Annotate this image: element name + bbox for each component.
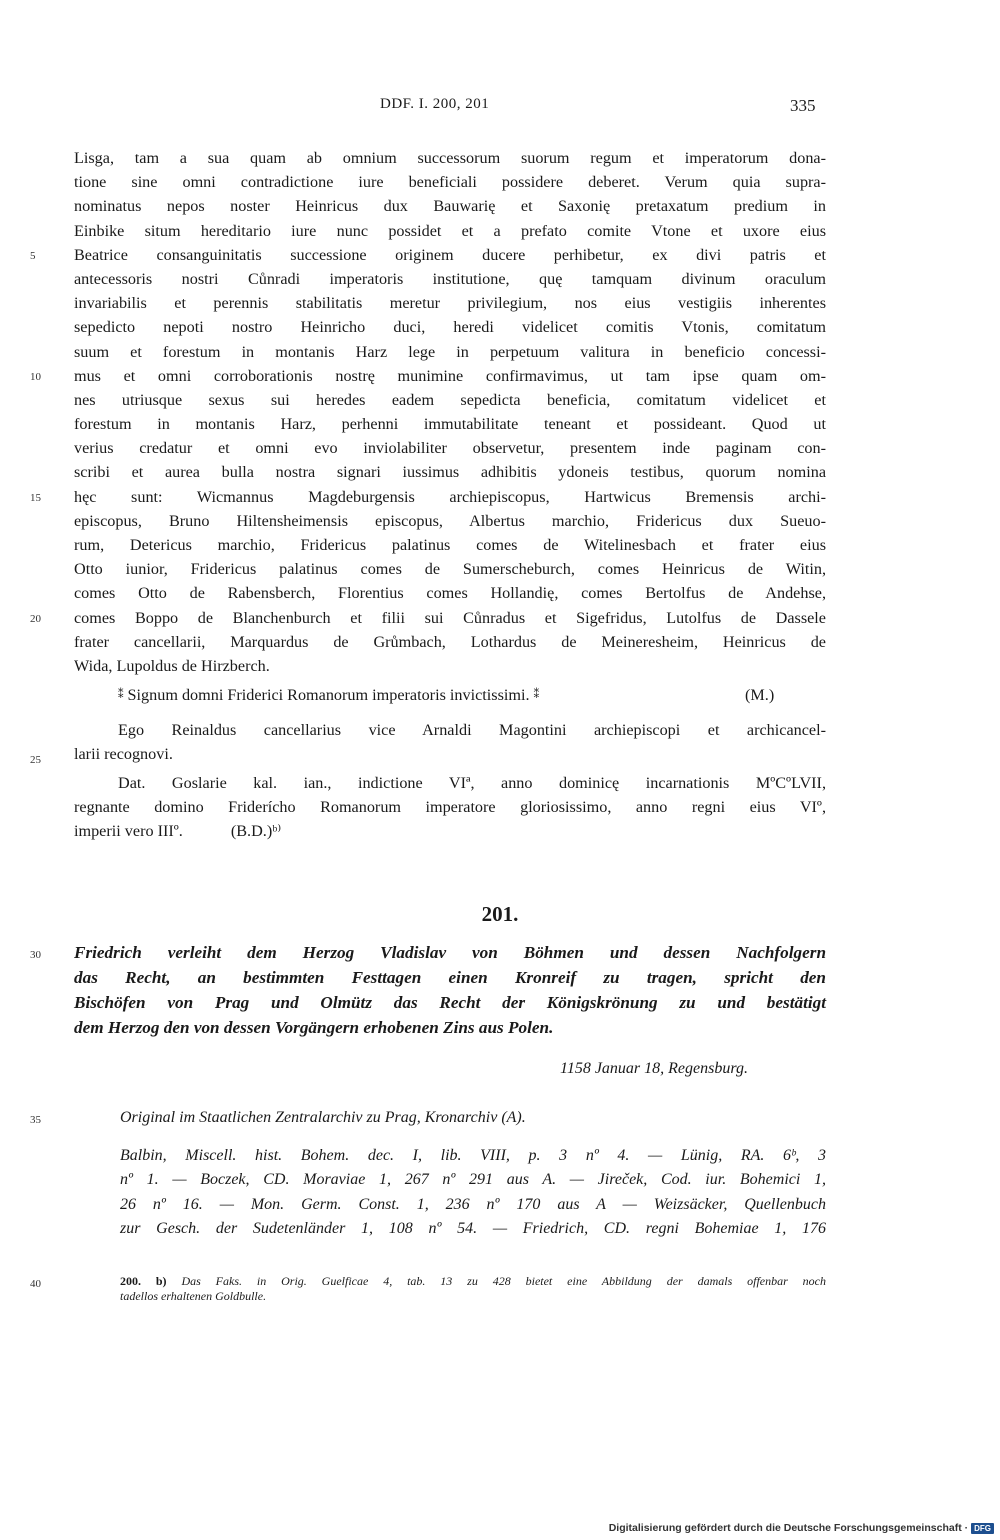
footnote-ref: 200. b) — [120, 1274, 167, 1288]
text-line: suum et forestum in montanis Harz lege in perpetuum valitura in beneficio concessi- — [74, 342, 826, 361]
text-line: verius credatur et omni evo inviolabiliter observetur, presentem inde paginam con- — [74, 439, 826, 458]
footnote-line — [120, 1274, 826, 1289]
line-number: 5 — [30, 250, 36, 262]
recognition-clause — [74, 718, 826, 766]
regest — [74, 940, 826, 1040]
text-line: comes Boppo de Blanchenburch et filii sui Cůnradus et Sigefridus, Lutolfus de Dassele — [74, 608, 826, 627]
edition-line: 26 nº 16. — Mon. Germ. Const. 1, 236 nº 170 aus A — Weizsäcker, Quellenbuch — [120, 1195, 826, 1213]
dating-clause — [74, 771, 826, 844]
monogram-label: (M.) — [745, 686, 775, 704]
line-number: 30 — [30, 949, 41, 961]
digitization-credit — [609, 1522, 994, 1534]
text-line: antecessoris nostri Cůnradi imperatoris institutione, quę tamquam divinum oraculum — [74, 269, 826, 288]
text-line: hęc sunt: Wicmannus Magdeburgensis archiepiscopus, Hartwicus Bremensis archi- — [74, 487, 826, 506]
text-line: Otto iunior, Fridericus palatinus comes de Sumerscheburch, comes Heinricus de Witin, — [74, 560, 826, 579]
text-line: Einbike situm hereditario iure nunc possidet et a prefato comite Vtone et uxore eius — [74, 221, 826, 240]
signum-line — [118, 686, 775, 705]
text-line: tione sine omni contradictione iure beneficiali possidere deberet. Verum quia supra- — [74, 173, 826, 192]
credit-text: Digitalisierung gefördert durch die Deutsche Forschungsgemeinschaft · — [608, 1522, 969, 1534]
text-line: rum, Detericus marchio, Fridericus palatinus comes de Witelinesbach et frater eius — [74, 536, 826, 554]
date-place: 1158 Januar 18, Regensburg. — [560, 1060, 748, 1077]
line-number: 20 — [30, 613, 41, 625]
footnote — [120, 1274, 826, 1304]
regest-line: Friedrich verleiht dem Herzog Vladislav von Böhmen und dessen Nachfolgern — [74, 943, 826, 962]
text-line — [74, 819, 826, 843]
footnote-line: tadellos erhaltenen Goldbulle. — [120, 1289, 267, 1303]
text-line: sepedicto nepoti nostro Heinricho duci, heredi videlicet comitis Vtonis, comitatum — [74, 318, 826, 337]
line-number: 10 — [30, 371, 41, 383]
text-line: larii recognovi. — [74, 745, 173, 764]
line-number: 40 — [30, 1278, 41, 1290]
text-line: regnante domino Friderícho Romanorum imperatore gloriosissimo, anno regni eius VIº, — [74, 798, 826, 817]
text-line: invariabilis et perennis stabilitatis meretur privilegium, nos eius vestigiis inherentes — [74, 294, 826, 313]
dfg-logo-icon: DFG — [971, 1523, 994, 1534]
text-line: frater cancellarii, Marquardus de Grůmbach, Lothardus de Meineresheim, Heinricus de — [74, 632, 826, 651]
edition-line: nº 1. — Boczek, CD. Moraviae 1, 267 nº 291 aus A. — Jireček, Cod. iur. Bohemici 1, — [120, 1171, 826, 1189]
regest-line: dem Herzog den von dessen Vorgängern erhobenen Zins aus Polen. — [74, 1018, 554, 1037]
text-line: scribi et aurea bulla nostra signari iussimus adhibitis ydoneis testibus, quorum nomina — [74, 463, 826, 482]
page-header — [0, 96, 1000, 120]
original-note: Original im Staatlichen Zentralarchiv zu Prag, Kronarchiv (A). — [120, 1109, 526, 1126]
footnote-text: Das Faks. in Orig. Guelficae 4, tab. 13 zu 428 bietet eine Abbildung der damals offenbar noch — [181, 1274, 827, 1288]
text-line: Wida, Lupoldus de Hirzberch. — [74, 656, 270, 675]
text-line: nominatus nepos noster Heinricus dux Bauwarię et Saxonię pretaxatum predium in — [74, 197, 826, 216]
text-line: Beatrice consanguinitatis successione originem ducere perhibetur, ex divi patris et — [74, 245, 826, 264]
dating-text: imperii vero IIIº. — [74, 822, 183, 841]
edition-line: Balbin, Miscell. hist. Bohem. dec. I, lib. VIII, p. 3 nº 4. — Lünig, RA. 6ᵇ, 3 — [120, 1147, 826, 1165]
text-line: episcopus, Bruno Hiltensheimensis episcopus, Albertus marchio, Fridericus dux Sueuo- — [74, 511, 826, 530]
charter-text — [74, 146, 826, 678]
text-line: nes utriusque sexus sui heredes eadem sepedicta beneficia, comitatum videlicet et — [74, 390, 826, 409]
signum-text: Signum domni Friderici Romanorum imperatoris invictissimi. — [127, 686, 530, 704]
page-number: 335 — [790, 96, 816, 115]
text-line: mus et omni corroborationis nostrę munimine confirmavimus, ut tam ipse quam om- — [74, 366, 826, 385]
cross-mark-icon: ⁑ — [533, 689, 540, 701]
text-line: Lisga, tam a sua quam ab omnium successorum suorum regum et imperatorum dona- — [74, 149, 826, 167]
text-line: forestum in montanis Harz, perhenni immutabilitate teneant et possideant. Quod ut — [74, 415, 826, 434]
document-number: 201. — [481, 902, 519, 926]
text-line: comes Otto de Rabensberch, Florentius comes Hollandię, comes Bertolfus de Andehse, — [74, 584, 826, 603]
cross-mark-icon: ⁑ — [118, 689, 124, 701]
edition-line: zur Gesch. der Sudetenländer 1, 108 nº 54. — Friedrich, CD. regni Bohemiae 1, 176 — [120, 1219, 826, 1237]
line-number: 25 — [30, 754, 41, 766]
regest-line: Bischöfen von Prag und Olmütz das Recht der Königskrönung zu und bestätigt — [74, 993, 826, 1012]
source-apparatus — [120, 1106, 826, 1241]
text-line: Ego Reinaldus cancellarius vice Arnaldi Magontini archiepiscopi et archicancel- — [118, 721, 826, 739]
text-line: Dat. Goslarie kal. ian., indictione VIª, anno dominicę incarnationis MºCºLVII, — [118, 774, 826, 792]
line-number: 35 — [30, 1114, 41, 1126]
bulla-note: (B.D.)ᵇ⁾ — [230, 822, 282, 841]
running-title: DDF. I. 200, 201 — [380, 96, 490, 112]
line-number: 15 — [30, 492, 41, 504]
regest-line: das Recht, an bestimmten Festtagen einen Kronreif zu tragen, spricht den — [74, 968, 826, 987]
